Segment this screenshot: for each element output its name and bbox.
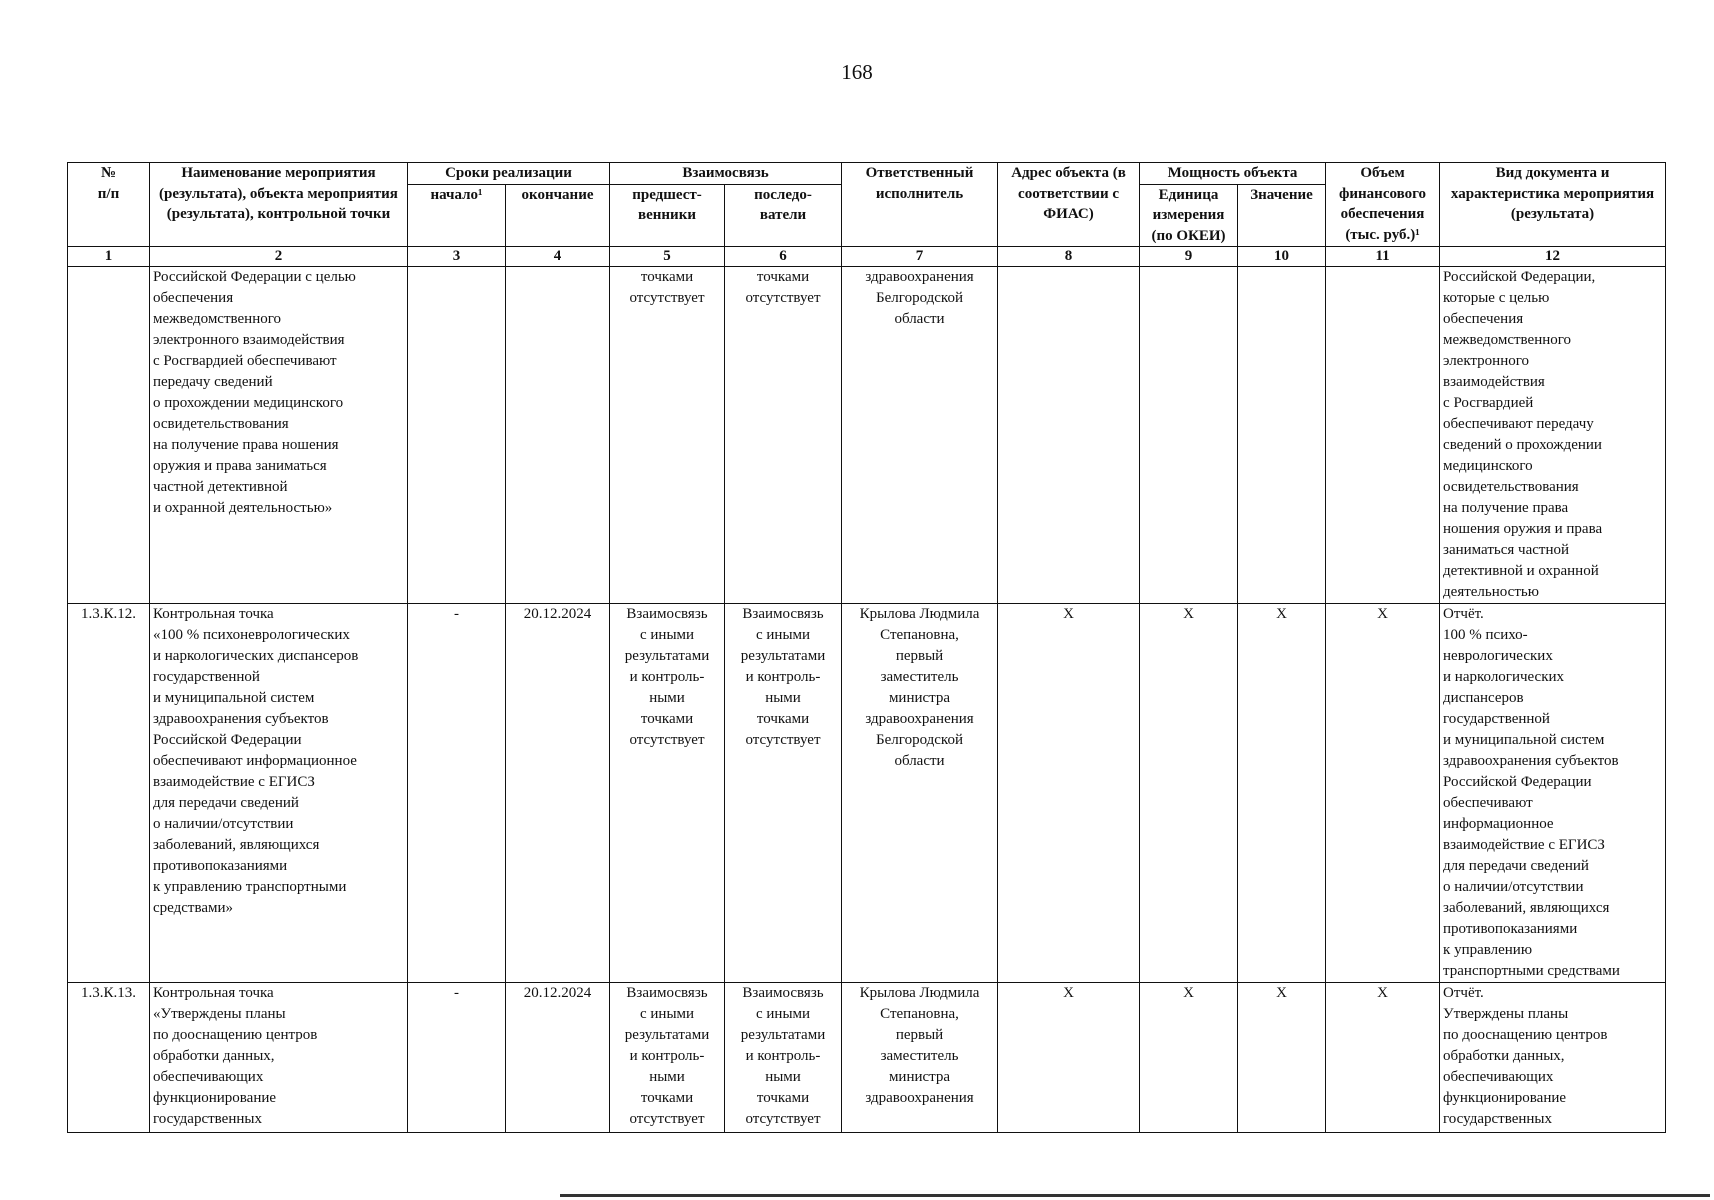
- table-row: [68, 604, 1666, 983]
- header-end: окончание: [506, 184, 610, 247]
- header-address: Адрес объекта (в соответствии с ФИАС): [998, 163, 1140, 247]
- header-unit: Единица измерения (по ОКЕИ): [1140, 184, 1238, 247]
- row-unit: Х: [1140, 983, 1238, 1133]
- header-successors: последо- ватели: [725, 184, 842, 247]
- column-number: 10: [1238, 247, 1326, 267]
- row-start: -: [408, 604, 506, 983]
- row-address: [998, 267, 1140, 604]
- row-responsible: здравоохранения Белгородской области: [842, 267, 998, 604]
- header-no: № п/п: [68, 163, 150, 247]
- row-successors: точками отсутствует: [725, 267, 842, 604]
- row-number: [68, 267, 150, 604]
- row-predecessors: точками отсутствует: [610, 267, 725, 604]
- row-funding: Х: [1326, 983, 1440, 1133]
- row-funding: Х: [1326, 604, 1440, 983]
- row-value: Х: [1238, 604, 1326, 983]
- column-number: 3: [408, 247, 506, 267]
- row-end: 20.12.2024: [506, 983, 610, 1133]
- row-unit: [1140, 267, 1238, 604]
- column-number: 4: [506, 247, 610, 267]
- column-number: 9: [1140, 247, 1238, 267]
- header-value: Значение: [1238, 184, 1326, 247]
- column-number: 6: [725, 247, 842, 267]
- row-address: Х: [998, 604, 1140, 983]
- row-funding: [1326, 267, 1440, 604]
- row-responsible: Крылова Людмила Степановна, первый заместитель министра здравоохранения Белгородской области: [842, 604, 998, 983]
- column-number: 8: [998, 247, 1140, 267]
- header-terms: Сроки реализации: [408, 163, 610, 185]
- column-number: 1: [68, 247, 150, 267]
- header-capacity: Мощность объекта: [1140, 163, 1326, 185]
- row-number: 1.3.К.12.: [68, 604, 150, 983]
- row-doc: Российской Федерации, которые с целью обеспечения межведомственного электронного взаимодействия с Росгвардией обеспечивают передачу сведений о прохождении медицинского освидетельствования на получение права ношения оружия и права заниматься частной детективной и охранной деятельностью: [1440, 267, 1666, 604]
- row-predecessors: Взаимосвязь с иными результатами и контроль- ными точками отсутствует: [610, 604, 725, 983]
- row-end: [506, 267, 610, 604]
- row-start: [408, 267, 506, 604]
- row-name: Контрольная точка «Утверждены планы по дооснащению центров обработки данных, обеспечивающих функционирование государственных: [150, 983, 408, 1133]
- row-start: -: [408, 983, 506, 1133]
- row-name: Российской Федерации с целью обеспечения межведомственного электронного взаимодействия с Росгвардией обеспечивают передачу сведений о прохождении медицинского освидетельствования на получение права ношения оружия и права заниматься частной детективной и охранной деятельностью»: [150, 267, 408, 604]
- row-predecessors: Взаимосвязь с иными результатами и контроль- ными точками отсутствует: [610, 983, 725, 1133]
- row-doc: Отчёт. Утверждены планы по дооснащению центров обработки данных, обеспечивающих функционирование государственных: [1440, 983, 1666, 1133]
- header-doc: Вид документа и характеристика мероприятия (результата): [1440, 163, 1666, 247]
- row-number: 1.3.К.13.: [68, 983, 150, 1133]
- plan-table: [67, 162, 1666, 1133]
- row-value: Х: [1238, 983, 1326, 1133]
- header-relation: Взаимосвязь: [610, 163, 842, 185]
- header-name: Наименование мероприятия (результата), объекта мероприятия (результата), контрольной точки: [150, 163, 408, 247]
- scan-edge-line: [560, 1194, 1710, 1197]
- header-start: начало¹: [408, 184, 506, 247]
- column-number: 11: [1326, 247, 1440, 267]
- header-funding: Объем финансового обеспечения (тыс. руб.)¹: [1326, 163, 1440, 247]
- header-responsible: Ответственный исполнитель: [842, 163, 998, 247]
- row-responsible: Крылова Людмила Степановна, первый заместитель министра здравоохранения: [842, 983, 998, 1133]
- column-number: 5: [610, 247, 725, 267]
- page-number: 168: [841, 60, 873, 84]
- row-value: [1238, 267, 1326, 604]
- column-number: 12: [1440, 247, 1666, 267]
- column-number: 7: [842, 247, 998, 267]
- column-number: 2: [150, 247, 408, 267]
- table-row: [68, 983, 1666, 1133]
- table-row: [68, 267, 1666, 604]
- row-successors: Взаимосвязь с иными результатами и контроль- ными точками отсутствует: [725, 604, 842, 983]
- row-doc: Отчёт. 100 % психо- неврологических и наркологических диспансеров государственной и муниципальной систем здравоохранения субъектов Российской Федерации обеспечивают информационное взаимодействие с ЕГИСЗ для передачи сведений о наличии/отсутствии заболеваний, являющихся противопоказаниями к управлению транспортными средствами: [1440, 604, 1666, 983]
- row-successors: Взаимосвязь с иными результатами и контроль- ными точками отсутствует: [725, 983, 842, 1133]
- row-end: 20.12.2024: [506, 604, 610, 983]
- row-address: Х: [998, 983, 1140, 1133]
- row-unit: Х: [1140, 604, 1238, 983]
- header-predecessors: предшест- венники: [610, 184, 725, 247]
- row-name: Контрольная точка «100 % психоневрологических и наркологических диспансеров государственной и муниципальной систем здравоохранения субъектов Российской Федерации обеспечивают информационное взаимодействие с ЕГИСЗ для передачи сведений о наличии/отсутствии заболеваний, являющихся противопоказаниями к управлению транспортными средствами»: [150, 604, 408, 983]
